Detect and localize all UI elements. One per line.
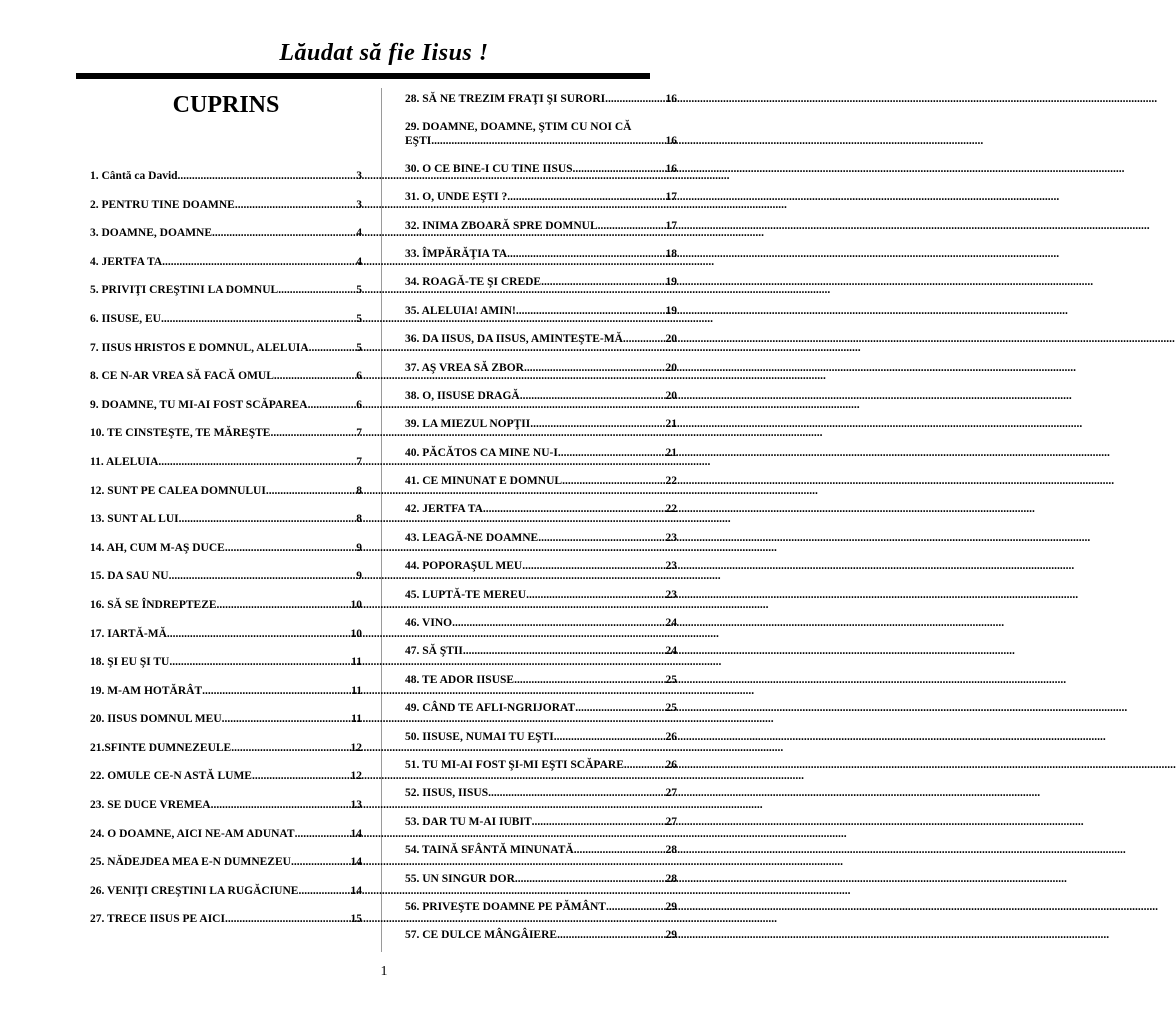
page-number: 1	[380, 964, 388, 979]
dot-leader	[431, 134, 665, 148]
toc-entry[interactable]	[405, 92, 677, 107]
toc-entry-title: 11. ALELUIA	[90, 455, 159, 468]
dot-leader	[507, 247, 665, 262]
toc-entry-title-continued: EŞTI	[405, 135, 432, 148]
toc-entry-page: 14	[350, 827, 362, 840]
toc-entry-page: 16	[665, 162, 677, 175]
toc-entry-title: 14. AH, CUM M-AŞ DUCE	[90, 541, 225, 554]
dot-leader	[530, 417, 665, 432]
toc-entry-page: 4	[356, 227, 362, 240]
toc-entry-page: 9	[356, 570, 362, 583]
toc-entry-title: 15. DA SAU NU	[90, 570, 169, 583]
toc-entry-page: 20	[665, 389, 677, 402]
toc-entry-title: 30. O CE BINE-I CU TINE IISUS	[405, 162, 573, 175]
toc-entry-title: 34. ROAGĂ-TE ŞI CREDE	[405, 276, 542, 289]
toc-entry-page: 27	[665, 787, 677, 800]
dot-leader	[574, 843, 666, 858]
dot-leader	[309, 341, 357, 356]
dot-leader	[231, 741, 350, 756]
contents-heading: CUPRINS	[172, 92, 280, 118]
dot-leader	[532, 815, 666, 830]
toc-entry[interactable]	[90, 569, 362, 584]
toc-entry-page: 21	[665, 446, 677, 459]
toc-entry-page: 3	[356, 170, 362, 182]
toc-entry[interactable]	[405, 474, 677, 489]
toc-entry[interactable]	[405, 872, 677, 887]
toc-entry-page: 22	[665, 475, 677, 488]
toc-entry-page: 13	[350, 799, 362, 812]
dot-leader	[161, 312, 356, 327]
toc-entry-title: 37. AŞ VREA SĂ ZBOR	[405, 361, 524, 374]
toc-entry-title: 9. DOAMNE, TU MI-AI FOST SCĂPAREA	[90, 398, 308, 411]
toc-entry[interactable]	[405, 843, 677, 858]
dot-leader	[605, 92, 665, 107]
toc-entry-page: 16	[665, 135, 677, 148]
toc-entry-page: 12	[350, 741, 362, 754]
toc-entry[interactable]	[405, 275, 677, 290]
dot-leader	[598, 219, 666, 234]
dot-leader	[169, 569, 357, 584]
toc-entry-title: 36. DA IISUS, DA IISUS, AMINTEŞTE-MĂ	[405, 333, 623, 346]
dot-leader	[158, 455, 356, 470]
toc-entry-page: 20	[665, 333, 677, 346]
toc-entry-title: 46. VINO	[405, 617, 453, 630]
toc-entry[interactable]	[405, 361, 677, 376]
dot-leader	[541, 275, 665, 290]
toc-entry-page: 9	[356, 541, 362, 554]
dot-leader	[252, 769, 351, 784]
toc-entry-title: 33. ÎMPĂRĂŢIA TA	[405, 247, 508, 260]
toc-entry-page: 26	[665, 730, 677, 743]
dot-leader	[217, 598, 351, 613]
toc-entry-page: 11	[351, 713, 362, 726]
toc-entry-page: 5	[356, 341, 362, 354]
toc-entry-title: 54. TAINĂ SFÂNTĂ MINUNATĂ	[405, 844, 574, 857]
toc-entry-page: 24	[665, 617, 677, 630]
toc-entry-page: 5	[356, 312, 362, 325]
dot-leader	[573, 162, 666, 177]
dot-leader	[162, 255, 356, 270]
toc-entry-title: 51. TU MI-AI FOST ŞI-MI EŞTI SCĂPARE	[405, 758, 624, 771]
toc-left-column	[90, 169, 362, 941]
toc-entry[interactable]	[405, 247, 677, 262]
toc-entry-title: 32. INIMA ZBOARĂ SPRE DOMNUL	[405, 219, 598, 232]
toc-entry[interactable]	[405, 730, 677, 745]
dot-leader	[515, 872, 666, 887]
toc-entry-page: 25	[665, 702, 677, 715]
toc-entry[interactable]	[405, 446, 677, 461]
dot-leader	[623, 332, 666, 347]
toc-entry-title: 5. PRIVIŢI CREŞTINI LA DOMNUL	[90, 284, 279, 297]
toc-entry[interactable]	[405, 928, 677, 943]
toc-entry-page: 4	[356, 255, 362, 268]
toc-entry-page: 6	[356, 398, 362, 411]
toc-entry-page: 15	[350, 913, 362, 926]
toc-entry-title: 16. SĂ SE ÎNDREPTEZE	[90, 598, 217, 611]
toc-entry[interactable]	[405, 900, 677, 915]
toc-entry-title: 24. O DOAMNE, AICI NE-AM ADUNAT	[90, 827, 295, 840]
toc-entry[interactable]	[90, 226, 362, 241]
dot-leader	[606, 900, 666, 915]
toc-entry-title: 22. OMULE CE-N ASTĂ LUME	[90, 770, 252, 783]
toc-entry[interactable]	[90, 169, 362, 184]
toc-entry[interactable]	[90, 541, 362, 556]
dot-leader	[235, 198, 356, 213]
dot-leader	[291, 855, 351, 870]
toc-entry[interactable]	[405, 559, 677, 574]
dot-leader	[538, 531, 665, 546]
dot-leader	[522, 559, 665, 574]
toc-entry[interactable]	[405, 190, 677, 205]
dot-leader	[526, 588, 665, 603]
toc-entry[interactable]	[405, 417, 677, 432]
dot-leader	[169, 655, 351, 670]
dot-leader	[222, 712, 351, 727]
toc-entry-page: 27	[665, 815, 677, 828]
toc-entry-page: 28	[665, 872, 677, 885]
toc-entry[interactable]	[90, 455, 362, 470]
toc-entry-page: 17	[665, 219, 677, 232]
toc-entry-page: 14	[350, 856, 362, 869]
dot-leader	[516, 304, 666, 319]
dot-leader	[524, 361, 666, 376]
toc-entry[interactable]	[90, 684, 362, 699]
toc-entry-page: 21	[665, 418, 677, 431]
toc-entry-title: 23. SE DUCE VREMEA	[90, 799, 211, 812]
toc-entry[interactable]	[405, 701, 677, 716]
toc-entry-title: 38. O, IISUSE DRAGĂ	[405, 389, 520, 402]
dot-leader	[266, 484, 356, 499]
toc-entry-title: 52. IISUS, IISUS	[405, 787, 489, 800]
toc-entry-title: 43. LEAGĂ-NE DOAMNE	[405, 531, 539, 544]
page-header-title: Lăudat să fie Iisus !	[279, 40, 489, 66]
toc-entry-page: 7	[356, 427, 362, 440]
toc-entry[interactable]	[90, 312, 362, 327]
toc-entry-title: 20. IISUS DOMNUL MEU	[90, 713, 222, 726]
toc-entry-title: 17. IARTĂ-MĂ	[90, 627, 167, 640]
toc-entry-page: 18	[665, 247, 677, 260]
toc-entry-page: 17	[665, 191, 677, 204]
toc-entry[interactable]	[90, 398, 362, 413]
toc-entry[interactable]	[90, 741, 362, 756]
toc-entry[interactable]	[405, 502, 677, 517]
toc-entry[interactable]	[405, 588, 677, 603]
toc-entry-title: 12. SUNT PE CALEA DOMNULUI	[90, 484, 266, 497]
toc-entry-title: 26. VENIŢI CREŞTINI LA RUGĂCIUNE	[90, 884, 299, 897]
toc-entry-page: 26	[665, 758, 677, 771]
toc-entry-page: 29	[665, 929, 677, 942]
toc-entry-title: 44. POPORAŞUL MEU	[405, 560, 523, 573]
toc-entry-title: 47. SĂ ŞTII	[405, 645, 463, 658]
toc-entry-page: 14	[350, 884, 362, 897]
dot-leader	[274, 369, 356, 384]
toc-entry[interactable]	[405, 644, 677, 659]
toc-entry[interactable]	[90, 884, 362, 899]
toc-entry-title: 49. CÂND TE AFLI-NGRIJORAT	[405, 702, 576, 715]
toc-entry-title: 4. JERTFA TA	[90, 255, 163, 268]
toc-entry-title: 3. DOAMNE, DOAMNE	[90, 227, 213, 240]
dot-leader	[557, 928, 665, 943]
toc-entry[interactable]	[405, 120, 677, 148]
toc-entry[interactable]	[90, 655, 362, 670]
dot-leader	[562, 474, 665, 489]
toc-entry[interactable]	[90, 198, 362, 213]
toc-entry[interactable]	[405, 531, 677, 546]
toc-entry[interactable]	[90, 912, 362, 927]
toc-entry-page: 11	[351, 656, 362, 669]
toc-entry-title: 41. CE MINUNAT E DOMNUL	[405, 475, 563, 488]
toc-entry-page: 23	[665, 588, 677, 601]
toc-entry-page: 7	[356, 455, 362, 468]
toc-entry-title: 8. CE N-AR VREA SĂ FACĂ OMUL	[90, 370, 274, 383]
toc-entry[interactable]	[405, 162, 677, 177]
toc-entry-title: 57. CE DULCE MÂNGÂIERE	[405, 929, 558, 942]
dot-leader	[179, 512, 357, 527]
dot-leader	[463, 644, 666, 659]
dot-leader	[452, 616, 665, 631]
toc-entry-title: 27. TRECE IISUS PE AICI	[90, 913, 225, 926]
toc-entry[interactable]	[90, 369, 362, 384]
toc-entry-title: 28. SĂ NE TREZIM FRAŢI ŞI SURORI	[405, 93, 606, 105]
toc-entry[interactable]	[90, 283, 362, 298]
toc-entry-page: 23	[665, 531, 677, 544]
toc-entry[interactable]	[90, 769, 362, 784]
toc-entry[interactable]	[90, 712, 362, 727]
toc-entry[interactable]	[90, 255, 362, 270]
dot-leader	[211, 798, 351, 813]
dot-leader	[212, 226, 356, 241]
dot-leader	[167, 627, 351, 642]
toc-entry[interactable]	[90, 341, 362, 356]
toc-entry[interactable]	[405, 304, 677, 319]
dot-leader	[270, 426, 356, 441]
toc-entry-title: 25. NĂDEJDEA MEA E-N DUMNEZEU	[90, 856, 291, 869]
toc-entry-title: 56. PRIVEŞTE DOAMNE PE PĂMÂNT	[405, 900, 606, 913]
toc-entry[interactable]	[405, 758, 677, 773]
toc-entry-title: 53. DAR TU M-AI IUBIT	[405, 815, 532, 828]
toc-right-column	[405, 92, 677, 957]
toc-entry-title: 6. IISUSE, EU	[90, 312, 161, 325]
dot-leader	[483, 502, 666, 517]
dot-leader	[308, 398, 357, 413]
toc-entry-title: 42. JERTFA TA	[405, 503, 483, 516]
dot-leader	[575, 701, 665, 716]
toc-entry-page: 6	[356, 370, 362, 383]
dot-leader	[298, 884, 350, 899]
toc-entry[interactable]	[90, 598, 362, 613]
dot-leader	[202, 684, 351, 699]
toc-entry-title: 1. Cântă ca David	[90, 170, 178, 182]
toc-entry-title: 35. ALELUIA! AMIN!	[405, 304, 516, 317]
toc-entry[interactable]	[90, 798, 362, 813]
dot-leader	[225, 912, 351, 927]
toc-entry-title: 7. IISUS HRISTOS E DOMNUL, ALELUIA	[90, 341, 309, 354]
toc-entry-page: 20	[665, 361, 677, 374]
toc-entry-page: 3	[356, 198, 362, 211]
toc-entry-title: 55. UN SINGUR DOR	[405, 872, 515, 885]
toc-entry-page: 16	[665, 93, 677, 105]
dot-leader	[225, 541, 356, 556]
toc-entry-page: 8	[356, 513, 362, 526]
toc-entry-title: 19. M-AM HOTĂRÂT	[90, 684, 203, 697]
toc-entry-page: 23	[665, 560, 677, 573]
dot-leader	[178, 169, 357, 184]
toc-entry-title: 21.SFINTE DUMNEZEULE	[90, 741, 232, 754]
toc-entry-title: 31. O, UNDE EŞTI ?	[405, 191, 508, 204]
toc-entry-page: 24	[665, 645, 677, 658]
dot-leader	[554, 730, 666, 745]
toc-entry[interactable]	[405, 219, 677, 234]
toc-entry-title: 48. TE ADOR IISUSE	[405, 673, 515, 686]
toc-entry-page: 29	[665, 900, 677, 913]
dot-leader	[507, 190, 665, 205]
toc-entry[interactable]	[405, 332, 677, 347]
toc-entry[interactable]	[90, 627, 362, 642]
toc-entry-title: 10. TE CINSTEŞTE, TE MĂREŞTE	[90, 427, 271, 440]
toc-entry-title: 45. LUPTĂ-TE MEREU	[405, 588, 527, 601]
toc-entry[interactable]	[90, 827, 362, 842]
toc-entry[interactable]	[405, 673, 677, 688]
toc-entry-title: 50. IISUSE, NUMAI TU EŞTI	[405, 730, 554, 743]
toc-entry[interactable]	[405, 786, 677, 801]
toc-entry-page: 12	[350, 770, 362, 783]
dot-leader	[278, 283, 356, 298]
toc-entry-page: 28	[665, 844, 677, 857]
toc-entry-page: 19	[665, 304, 677, 317]
toc-entry[interactable]	[90, 484, 362, 499]
toc-entry[interactable]	[405, 389, 677, 404]
dot-leader	[514, 673, 665, 688]
toc-entry-title: 2. PENTRU TINE DOAMNE	[90, 198, 235, 211]
toc-entry-title: 39. LA MIEZUL NOPŢII	[405, 418, 531, 431]
toc-entry-title: 29. DOAMNE, DOAMNE, ŞTIM CU NOI CĂ	[405, 121, 632, 134]
dot-leader	[295, 827, 351, 842]
toc-entry-page: 11	[351, 684, 362, 697]
toc-entry-page: 25	[665, 673, 677, 686]
toc-entry-page: 10	[350, 598, 362, 611]
toc-entry-page: 8	[356, 484, 362, 497]
dot-leader	[558, 446, 666, 461]
toc-entry-page: 19	[665, 276, 677, 289]
dot-leader	[520, 389, 666, 404]
dot-leader	[488, 786, 665, 801]
toc-entry-page: 22	[665, 503, 677, 516]
toc-entry-title: 40. PĂCĂTOS CA MINE NU-I	[405, 446, 558, 459]
toc-entry[interactable]	[90, 512, 362, 527]
toc-entry[interactable]	[90, 426, 362, 441]
header-rule	[76, 73, 650, 79]
toc-entry-page: 5	[356, 284, 362, 297]
toc-entry[interactable]	[90, 855, 362, 870]
toc-entry-page: 10	[350, 627, 362, 640]
toc-entry-title: 18. ŞI EU ŞI TU	[90, 656, 170, 669]
toc-entry[interactable]	[405, 616, 677, 631]
toc-entry-title: 13. SUNT AL LUI	[90, 513, 179, 526]
toc-entry[interactable]	[405, 815, 677, 830]
dot-leader	[624, 758, 666, 773]
